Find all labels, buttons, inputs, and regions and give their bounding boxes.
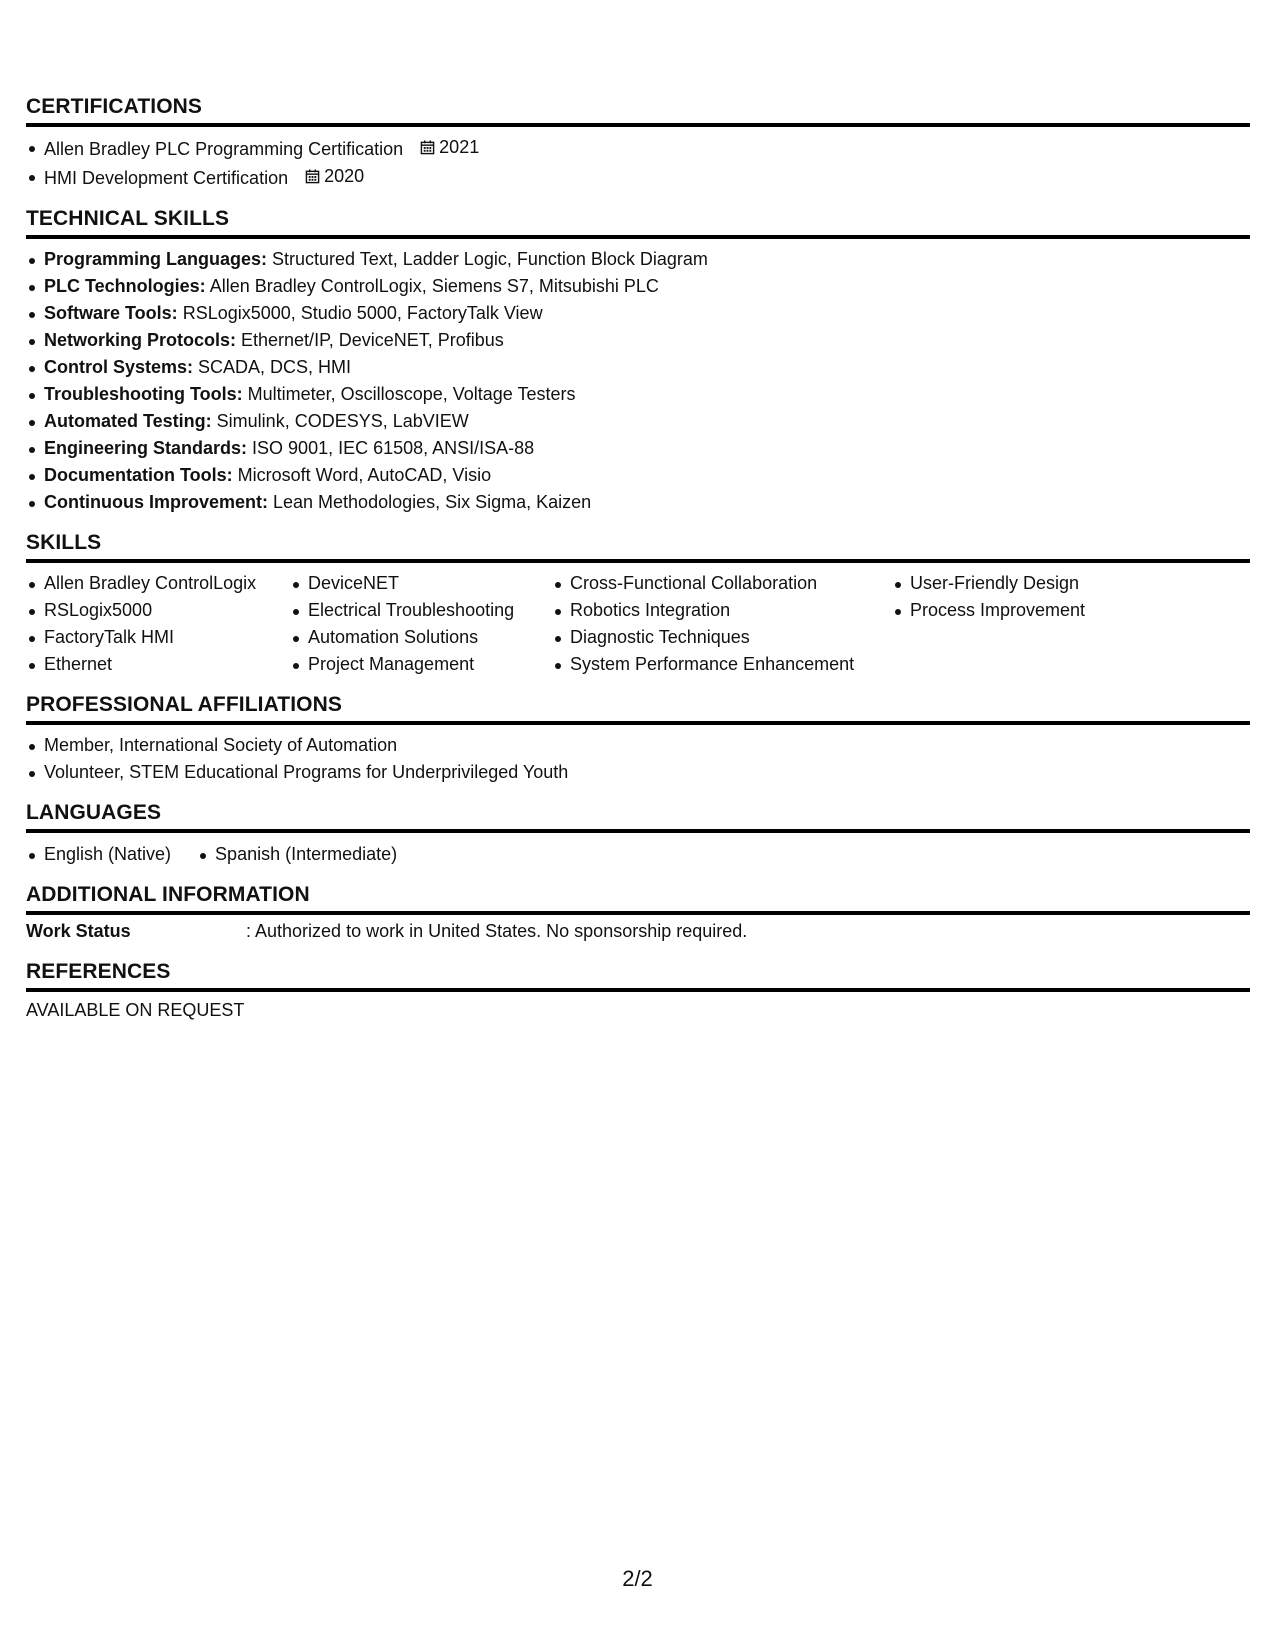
skill-item: Diagnostic Techniques bbox=[552, 624, 892, 651]
technical-skill-label: Programming Languages: bbox=[44, 249, 268, 269]
technical-skill-item bbox=[26, 435, 1250, 462]
technical-skill-label: Continuous Improvement: bbox=[44, 492, 268, 512]
calendar-icon bbox=[420, 140, 435, 155]
certification-date bbox=[420, 134, 479, 161]
work-status-value: : Authorized to work in United States. No sponsorship required. bbox=[246, 921, 748, 941]
skill-item: Ethernet bbox=[26, 651, 290, 678]
technical-skill-label: Control Systems: bbox=[44, 357, 194, 377]
skill-item: Allen Bradley ControlLogix bbox=[26, 570, 290, 597]
technical-skill-label: Documentation Tools: bbox=[44, 465, 233, 485]
languages-section bbox=[26, 798, 1250, 868]
technical-skill-item bbox=[26, 300, 1250, 327]
certification-item bbox=[26, 134, 1250, 163]
skill-item: Project Management bbox=[290, 651, 552, 678]
technical-skill-item bbox=[26, 327, 1250, 354]
technical-skill-value: ISO 9001, IEC 61508, ANSI/ISA-88 bbox=[247, 438, 535, 458]
technical-skill-value: Ethernet/IP, DeviceNET, Profibus bbox=[236, 330, 504, 350]
section-divider bbox=[26, 988, 1250, 992]
additional-info-section bbox=[26, 880, 1250, 945]
skills-column bbox=[26, 570, 290, 678]
certification-year: 2021 bbox=[439, 137, 480, 157]
skills-column bbox=[892, 570, 1192, 678]
technical-skill-label: Networking Protocols: bbox=[44, 330, 237, 350]
skills-section bbox=[26, 528, 1250, 678]
section-title-affiliations: PROFESSIONAL AFFILIATIONS bbox=[26, 693, 342, 716]
affiliation-item: Volunteer, STEM Educational Programs for Underprivileged Youth bbox=[26, 759, 1250, 786]
work-status-label: Work Status bbox=[26, 921, 131, 941]
skills-column bbox=[552, 570, 892, 678]
technical-skill-label: PLC Technologies: bbox=[44, 276, 206, 296]
skill-item: Automation Solutions bbox=[290, 624, 552, 651]
skill-item: System Performance Enhancement bbox=[552, 651, 892, 678]
references-section bbox=[26, 957, 1250, 1024]
page-number: 2/2 bbox=[622, 1566, 653, 1591]
skill-item: FactoryTalk HMI bbox=[26, 624, 290, 651]
section-title-technical-skills: TECHNICAL SKILLS bbox=[26, 207, 230, 230]
references-text: AVAILABLE ON REQUEST bbox=[26, 1000, 245, 1020]
technical-skills-section bbox=[26, 204, 1250, 516]
technical-skill-item bbox=[26, 462, 1250, 489]
certification-name: Allen Bradley PLC Programming Certification bbox=[44, 139, 404, 159]
section-title-languages: LANGUAGES bbox=[26, 801, 162, 824]
skills-column bbox=[290, 570, 552, 678]
languages-list bbox=[26, 841, 1250, 868]
skill-item: DeviceNET bbox=[290, 570, 552, 597]
technical-skill-label: Automated Testing: bbox=[44, 411, 212, 431]
technical-skill-value: Microsoft Word, AutoCAD, Visio bbox=[232, 465, 492, 485]
language-item: Spanish (Intermediate) bbox=[197, 841, 397, 868]
section-divider bbox=[26, 911, 1250, 915]
technical-skill-value: Simulink, CODESYS, LabVIEW bbox=[211, 411, 469, 431]
skill-item: Process Improvement bbox=[892, 597, 1192, 624]
technical-skill-value: Allen Bradley ControlLogix, Siemens S7, Mitsubishi PLC bbox=[205, 276, 659, 296]
affiliation-item: Member, International Society of Automation bbox=[26, 732, 1250, 759]
section-title-references: REFERENCES bbox=[26, 960, 171, 983]
technical-skill-item bbox=[26, 273, 1250, 300]
resume-page bbox=[26, 92, 1250, 1024]
technical-skill-item bbox=[26, 381, 1250, 408]
technical-skill-label: Engineering Standards: bbox=[44, 438, 248, 458]
certification-name: HMI Development Certification bbox=[44, 168, 289, 188]
technical-skill-value: Structured Text, Ladder Logic, Function Block Diagram bbox=[267, 249, 708, 269]
technical-skill-item bbox=[26, 489, 1250, 516]
section-divider bbox=[26, 123, 1250, 127]
affiliations-list bbox=[26, 732, 1250, 786]
calendar-icon bbox=[305, 169, 320, 184]
section-divider bbox=[26, 829, 1250, 833]
skill-item: RSLogix5000 bbox=[26, 597, 290, 624]
technical-skill-item bbox=[26, 408, 1250, 435]
section-title-additional-info: ADDITIONAL INFORMATION bbox=[26, 883, 310, 906]
section-title-certifications: CERTIFICATIONS bbox=[26, 95, 203, 118]
language-item: English (Native) bbox=[26, 841, 171, 868]
technical-skill-value: SCADA, DCS, HMI bbox=[193, 357, 352, 377]
technical-skill-label: Software Tools: bbox=[44, 303, 178, 323]
technical-skill-item bbox=[26, 246, 1250, 273]
certification-date bbox=[305, 163, 364, 190]
skill-item: Cross-Functional Collaboration bbox=[552, 570, 892, 597]
section-divider bbox=[26, 235, 1250, 239]
technical-skill-label: Troubleshooting Tools: bbox=[44, 384, 243, 404]
technical-skill-value: Multimeter, Oscilloscope, Voltage Testers bbox=[242, 384, 576, 404]
technical-skill-value: RSLogix5000, Studio 5000, FactoryTalk View bbox=[177, 303, 543, 323]
skills-grid bbox=[26, 570, 1250, 678]
section-divider bbox=[26, 559, 1250, 563]
technical-skills-list bbox=[26, 246, 1250, 516]
certifications-section bbox=[26, 92, 1250, 192]
technical-skill-item bbox=[26, 354, 1250, 381]
work-status-row bbox=[26, 918, 1250, 945]
certification-item bbox=[26, 163, 1250, 192]
section-divider bbox=[26, 721, 1250, 725]
skill-item: Electrical Troubleshooting bbox=[290, 597, 552, 624]
skill-item: User-Friendly Design bbox=[892, 570, 1192, 597]
technical-skill-value: Lean Methodologies, Six Sigma, Kaizen bbox=[268, 492, 592, 512]
certifications-list bbox=[26, 134, 1250, 192]
affiliations-section bbox=[26, 690, 1250, 786]
certification-year: 2020 bbox=[324, 166, 365, 186]
skill-item: Robotics Integration bbox=[552, 597, 892, 624]
section-title-skills: SKILLS bbox=[26, 531, 102, 554]
